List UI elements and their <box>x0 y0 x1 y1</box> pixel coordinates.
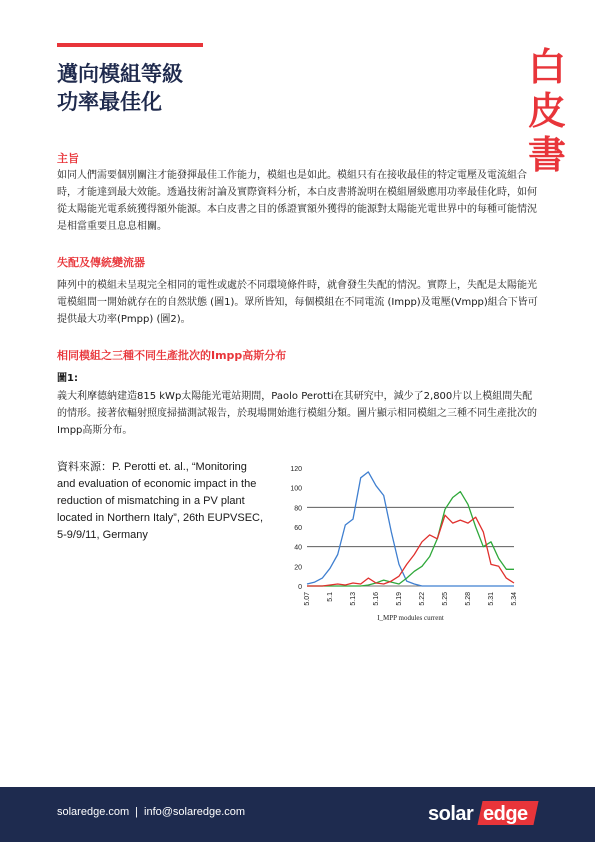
footer-email-link[interactable]: info@solaredge.com <box>144 806 246 818</box>
section-heading-distribution: 相同模組之三種不同生產批次的Impp高斯分布 <box>57 349 287 362</box>
chart-x-tick-label-5: 5.22 <box>419 592 426 606</box>
chart-x-axis-label: I_MPP modules current <box>377 614 444 622</box>
side-title-char-3: 書 <box>527 133 566 177</box>
chart-y-tick-label-1: 20 <box>294 564 302 572</box>
solaredge-logo <box>428 797 540 831</box>
section-heading-mismatch: 失配及傳統變流器 <box>57 256 145 269</box>
chart-x-tick-label-3: 5.16 <box>373 592 380 606</box>
section-body-distribution: 義大利摩德納建造815 kWp太陽能光電站期間，Paolo Perotti在其研究中，減少了2,800片以上模組間失配的情形。接著依輻射照度掃描測試報告，於現場開始進行模組分類。圖片顯示相同模組之三種不同生產批次的Impp高斯分布。 <box>57 391 537 436</box>
logo-text-solar: solar <box>428 803 474 825</box>
section-body-summary: 如同人們需要個別關注才能發揮最佳工作能力，模組也是如此。模組只有在接收最佳的特定電壓及電流組合時，才能達到最大效能。透過技術討論及實際資料分析，本白皮書將說明在模組層級應用功率最佳化時，如何從太陽能光電系統獲得額外能源。本白皮書之目的係證實額外獲得的能源對太陽能光電世界中的每種可能情況是相當重要且息息相關。 <box>57 170 537 232</box>
chart-x-tick-label-9: 5.34 <box>511 592 518 606</box>
chart-x-tick-label-1: 5.1 <box>327 592 334 602</box>
page-title <box>57 60 183 116</box>
chart-y-tick-label-2: 40 <box>294 544 302 552</box>
section-heading-summary: 主旨 <box>57 152 79 165</box>
footer-contact <box>57 806 245 818</box>
chart-y-tick-label-0: 0 <box>298 584 302 591</box>
impp-distribution-chart <box>282 458 522 628</box>
footer-separator: | <box>135 806 139 818</box>
chart-x-tick-label-0: 5.07 <box>304 592 311 606</box>
logo-text-edge: edge <box>483 803 528 825</box>
title-accent-bar <box>57 43 203 47</box>
chart-x-tick-label-7: 5.28 <box>465 592 472 606</box>
document-type-label <box>522 45 572 177</box>
chart-x-tick-label-2: 5.13 <box>350 592 357 606</box>
chart-series-line-1 <box>307 492 514 586</box>
chart-y-tick-label-6: 120 <box>290 466 302 473</box>
chart-svg <box>282 458 522 628</box>
chart-y-tick-label-3: 60 <box>294 525 302 532</box>
chart-y-tick-label-5: 100 <box>290 485 302 493</box>
chart-series-line-0 <box>307 472 514 586</box>
footer-website-link[interactable]: solaredge.com <box>57 806 130 818</box>
chart-y-tick-label-4: 80 <box>294 505 302 513</box>
side-title-char-1: 白 <box>527 45 566 89</box>
figure-label: 圖1: <box>57 373 78 384</box>
title-line-2: 功率最佳化 <box>57 90 162 114</box>
side-title-char-2: 皮 <box>527 89 566 133</box>
chart-x-tick-label-4: 5.19 <box>396 592 403 606</box>
chart-x-tick-label-8: 5.31 <box>488 592 495 606</box>
chart-x-tick-label-6: 5.25 <box>442 592 449 606</box>
title-line-1: 邁向模組等級 <box>57 62 183 86</box>
section-body-mismatch: 陣列中的模組未呈現完全相同的電性或處於不同環境條件時，就會發生失配的情況。實際上，失配是太陽能光電模組間一開始就存在的自然狀態 (圖1)。眾所皆知，每個模組在不同電流 (Impp)及電壓(Vmpp)組合下皆可提供最大功率(Pmpp) (圖2)。 <box>57 280 538 325</box>
source-citation: 資料來源：P. Perotti et. al., “Monitoring and evaluation of economic impact in the reduction of mismatching in a PV plant located in Northern Italy”, 26th EUPVSEC, 5-9/9/11, Germany <box>57 461 264 541</box>
